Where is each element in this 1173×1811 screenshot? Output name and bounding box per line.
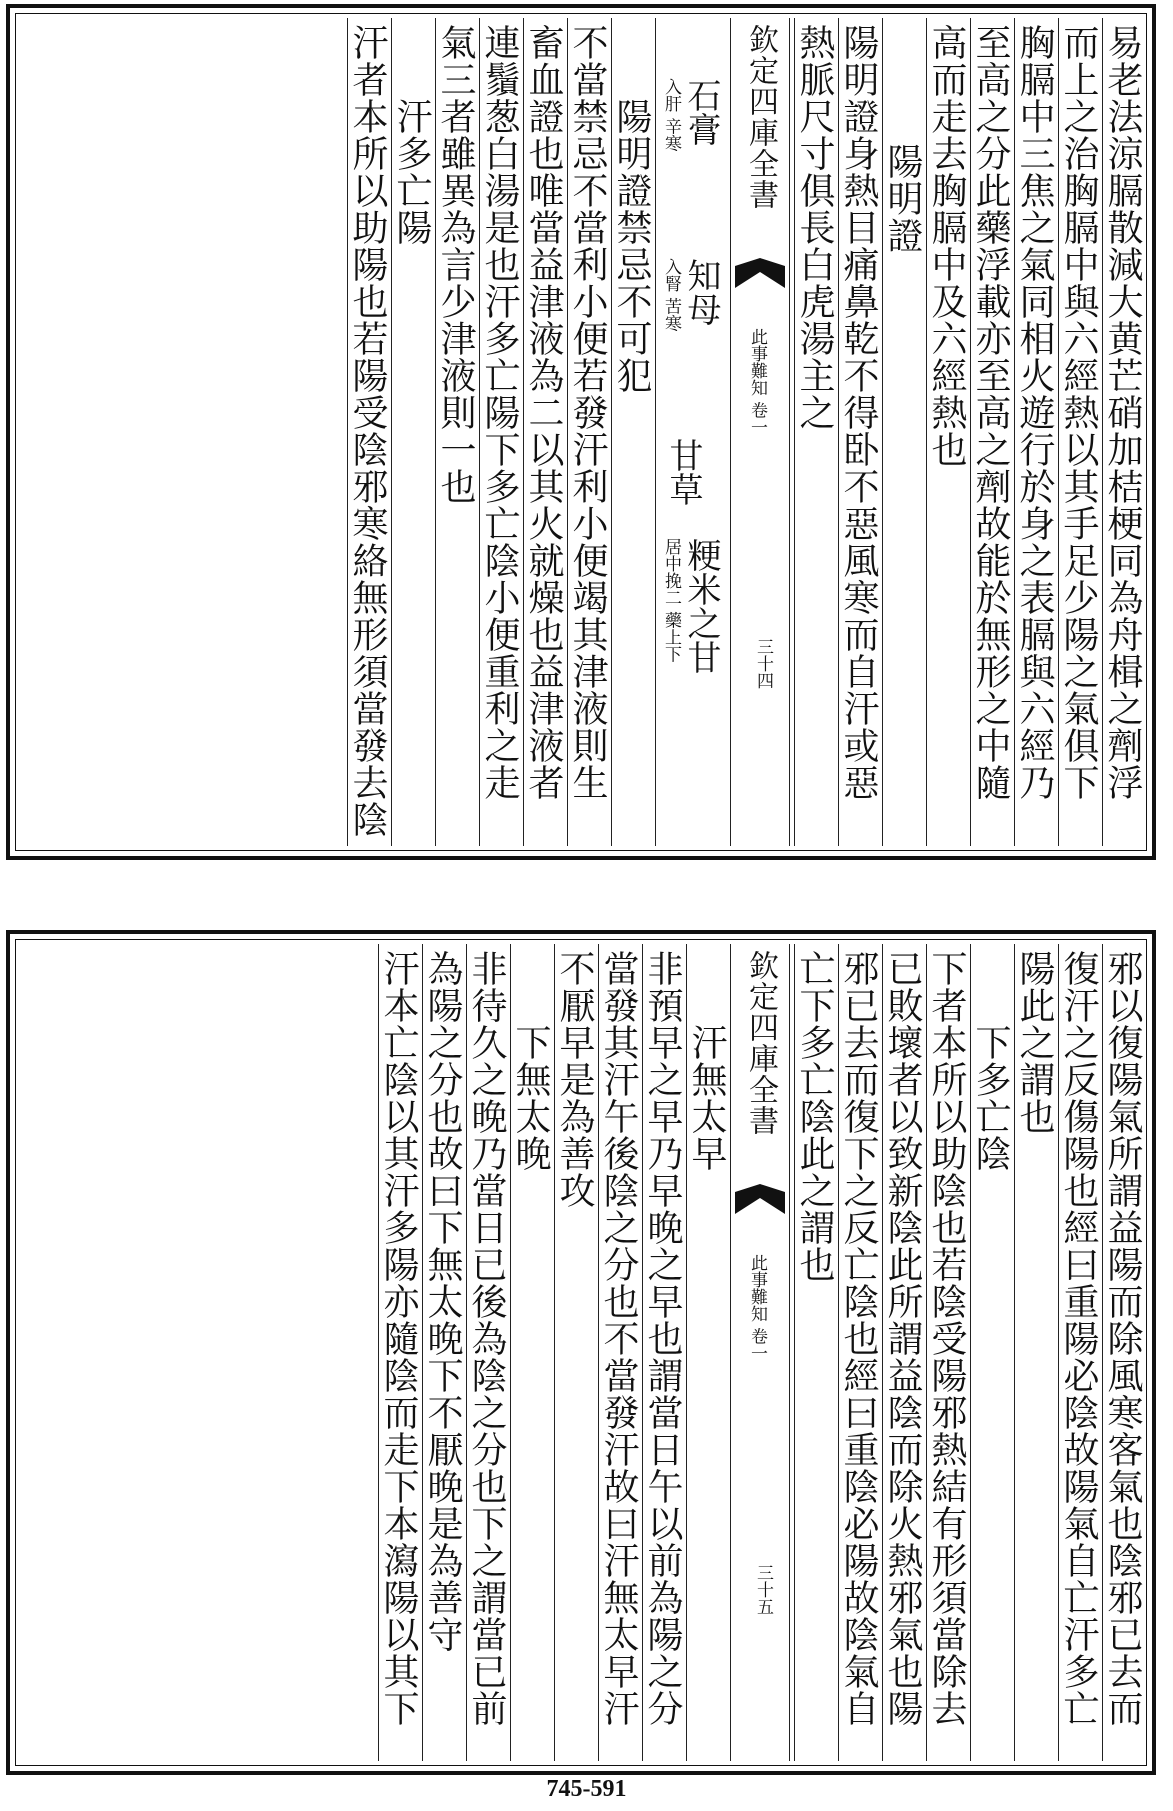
text-column bbox=[794, 18, 834, 846]
text-column bbox=[686, 944, 726, 1761]
collection-title: 欽定四庫全書 bbox=[743, 24, 778, 210]
collection-title: 欽定四庫全書 bbox=[743, 950, 778, 1136]
text-column bbox=[882, 944, 922, 1761]
column-text: 為陽之分也故曰下無太晚下不厭晚是為善守 bbox=[422, 950, 463, 1653]
folio-number: 三十四 bbox=[753, 638, 773, 689]
column-text: 非預早之早乃早晚之早也謂當日午以前為陽之分 bbox=[642, 950, 683, 1727]
column-text: 不當禁忌不當利小便若發汗利小便竭其津液則生 bbox=[567, 24, 608, 801]
text-column bbox=[479, 18, 519, 846]
text-column bbox=[970, 944, 1010, 1761]
text-columns bbox=[20, 18, 1142, 846]
book-title: 此事難知 卷一 bbox=[747, 328, 767, 436]
text-column bbox=[838, 944, 878, 1761]
column-text: 易老法涼膈散減大黄芒硝加桔梗同為舟楫之劑浮 bbox=[1102, 24, 1143, 801]
text-columns bbox=[20, 944, 1142, 1761]
column-text: 當發其汗午後陰之分也不當發汗故曰汗無太早汗 bbox=[598, 950, 639, 1727]
column-text: 已敗壞者以致新陰此所謂益陰而除火熱邪氣也陽 bbox=[882, 950, 923, 1727]
text-column bbox=[523, 18, 563, 846]
section-heading: 汗無太早 bbox=[686, 1024, 727, 1172]
text-column bbox=[1058, 944, 1098, 1761]
section-heading: 陽明證禁忌不可犯 bbox=[611, 98, 652, 394]
herb-note: 入腎 苦寒 bbox=[661, 258, 681, 332]
herb-formula-column bbox=[655, 18, 730, 846]
page-folio-34 bbox=[6, 4, 1156, 860]
herb-entry bbox=[662, 258, 720, 331]
text-column bbox=[882, 18, 922, 846]
book-title: 此事難知 卷一 bbox=[747, 1254, 767, 1362]
herb-name: 知母 bbox=[681, 258, 721, 326]
section-heading: 下無太晚 bbox=[510, 1024, 551, 1172]
text-column bbox=[567, 18, 607, 846]
text-column bbox=[611, 18, 651, 846]
column-text: 胸膈中三焦之氣同相火遊行於身之表膈與六經乃 bbox=[1014, 24, 1055, 801]
text-column bbox=[970, 18, 1010, 846]
column-text: 邪已去而復下之反亡陰也經曰重陰必陽故陰氣自 bbox=[838, 950, 879, 1727]
herb-entry bbox=[662, 438, 702, 506]
column-text: 邪以復陽氣所謂益陽而除風寒客氣也陰邪已去而 bbox=[1102, 950, 1143, 1727]
text-column bbox=[378, 944, 418, 1761]
column-text: 不厭早是為善攻 bbox=[554, 950, 595, 1209]
section-heading: 汗多亡陽 bbox=[391, 98, 432, 246]
herb-entry bbox=[662, 78, 720, 151]
text-column bbox=[1014, 944, 1054, 1761]
column-text: 氣三者雖異為言少津液則一也 bbox=[435, 24, 476, 505]
center-fold bbox=[730, 18, 790, 846]
text-column bbox=[510, 944, 550, 1761]
text-column bbox=[347, 18, 387, 846]
text-column bbox=[422, 944, 462, 1761]
text-column bbox=[794, 944, 834, 1761]
text-column bbox=[642, 944, 682, 1761]
herb-name: 石膏 bbox=[681, 78, 721, 146]
text-column bbox=[391, 18, 431, 846]
text-column bbox=[1102, 18, 1142, 846]
fishtail-mark-icon bbox=[735, 1184, 785, 1214]
column-text: 陽明證身熱目痛鼻乾不得卧不惡風寒而自汗或惡 bbox=[838, 24, 879, 801]
column-text: 非待久之晚乃當日已後為陰之分也下之謂當已前 bbox=[466, 950, 507, 1727]
column-text: 高而走去胸膈中及六經熱也 bbox=[926, 24, 967, 468]
text-column bbox=[926, 18, 966, 846]
text-column bbox=[1014, 18, 1054, 846]
fishtail-mark-icon bbox=[735, 258, 785, 288]
page-folio-35 bbox=[6, 930, 1156, 1775]
column-text: 汗者本所以助陽也若陽受陰邪寒絡無形須當發去陰 bbox=[347, 24, 388, 838]
text-column bbox=[1058, 18, 1098, 846]
center-fold bbox=[730, 944, 790, 1761]
section-heading: 陽明證 bbox=[882, 143, 923, 254]
text-column bbox=[1102, 944, 1142, 1761]
text-column bbox=[926, 944, 966, 1761]
column-text: 亡下多亡陰此之謂也 bbox=[794, 950, 835, 1283]
text-column bbox=[554, 944, 594, 1761]
column-text: 而上之治胸膈中與六經熱以其手足少陽之氣俱下 bbox=[1058, 24, 1099, 801]
text-column bbox=[435, 18, 475, 846]
column-text: 畜血證也唯當益津液為二以其火就燥也益津液者 bbox=[523, 24, 564, 801]
herb-entry bbox=[662, 538, 720, 674]
column-text: 至高之分此藥浮載亦至高之劑故能於無形之中隨 bbox=[970, 24, 1011, 801]
herb-note: 入肝 辛寒 bbox=[661, 78, 681, 152]
column-text: 陽此之謂也 bbox=[1014, 950, 1055, 1135]
page-footer-number: 745-591 bbox=[546, 1776, 627, 1802]
column-text: 汗本亡陰以其汗多陽亦隨陰而走下本瀉陽以其下 bbox=[378, 950, 419, 1727]
column-text: 復汗之反傷陽也經曰重陽必陰故陽氣自亡汗多亡 bbox=[1058, 950, 1099, 1727]
herb-name: 甘草 bbox=[663, 438, 703, 506]
herb-name: 粳米之甘 bbox=[681, 538, 721, 674]
text-column bbox=[598, 944, 638, 1761]
text-column bbox=[838, 18, 878, 846]
column-text: 熱脈尺寸俱長白虎湯主之 bbox=[794, 24, 835, 431]
text-column bbox=[466, 944, 506, 1761]
folio-number: 三十五 bbox=[753, 1564, 773, 1615]
column-text: 下者本所以助陰也若陰受陽邪熱結有形須當除去 bbox=[926, 950, 967, 1727]
herb-note: 居中挽二 藥上下 bbox=[661, 538, 681, 663]
section-heading: 下多亡陰 bbox=[970, 1024, 1011, 1172]
column-text: 連鬚葱白湯是也汗多亡陽下多亡陰小便重利之走 bbox=[479, 24, 520, 801]
